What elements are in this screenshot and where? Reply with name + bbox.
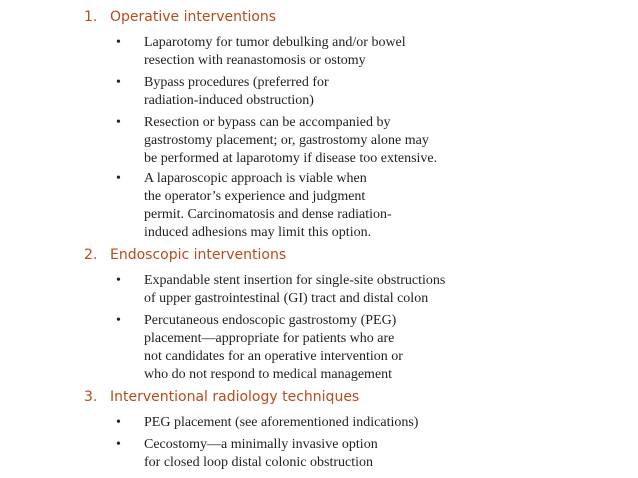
section-number: 1. [84, 9, 98, 25]
bullet-icon: • [116, 415, 121, 430]
section-title: Operative interventions [110, 9, 277, 25]
section-title: Endoscopic interventions [110, 247, 287, 263]
section-number: 2. [84, 247, 98, 263]
bullet-icon: • [116, 75, 121, 90]
list-item-text: Expandable stent insertion for single-site obstructions of upper gastrointestinal (GI) tract and distal colon [144, 273, 446, 306]
list-item-text: Laparotomy for tumor debulking and/or bowel resection with reanastomosis or ostomy [144, 35, 406, 68]
section-heading-operative [84, 8, 276, 26]
bullet-icon: • [116, 273, 121, 288]
bullet-icon: • [116, 313, 121, 328]
section-heading-interventional-radiology [84, 388, 359, 406]
bullet-icon: • [116, 35, 121, 50]
bullet-icon: • [116, 171, 121, 186]
list-item-text: PEG placement (see aforementioned indications) [144, 415, 419, 430]
section-title: Interventional radiology techniques [110, 389, 360, 405]
list-item-text: A laparoscopic approach is viable when the operator’s experience and judgment permit. Carcinomatosis and dense radiation- induced adhesions may limit this option. [144, 171, 392, 240]
section-heading-endoscopic [84, 246, 286, 264]
list-item-text: Percutaneous endoscopic gastrostomy (PEG) placement—appropriate for patients who are not candidates for an operative intervention or who do not respond to medical management [144, 313, 403, 382]
section-number: 3. [84, 389, 98, 405]
list-item-text: Bypass procedures (preferred for radiation-induced obstruction) [144, 75, 329, 108]
bullet-icon: • [116, 115, 121, 130]
bullet-icon: • [116, 437, 121, 452]
list-item-text: Cecostomy—a minimally invasive option for closed loop distal colonic obstruction [144, 437, 378, 470]
list-item-text: Resection or bypass can be accompanied by gastrostomy placement; or, gastrostomy alone may be performed at laparotomy if disease too extensive. [144, 115, 438, 166]
